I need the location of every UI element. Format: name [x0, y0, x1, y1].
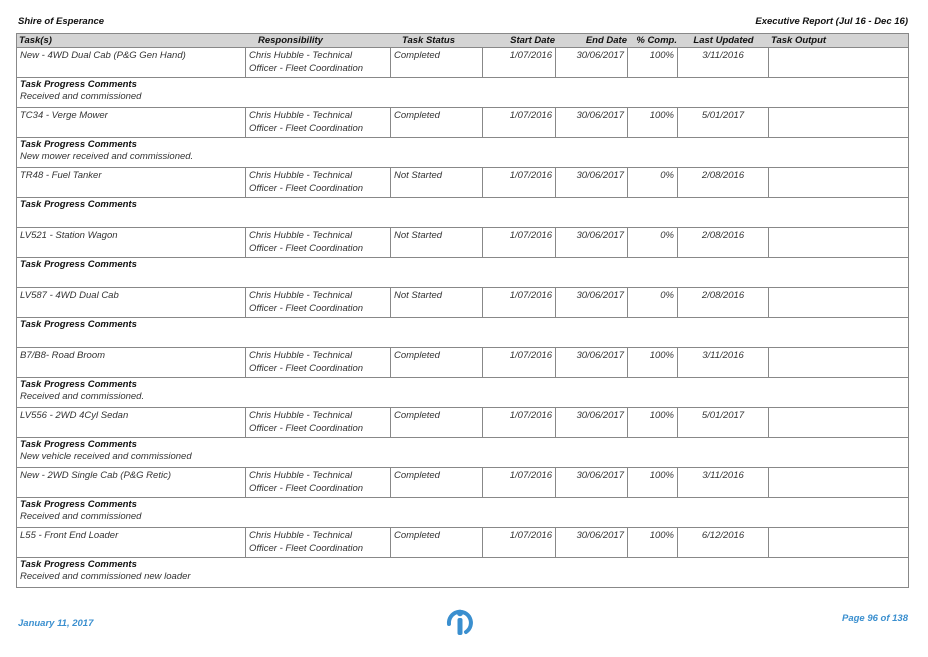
responsibility-line-1: Chris Hubble - Technical [249, 170, 353, 181]
task-responsibility [246, 108, 391, 137]
table-row [16, 288, 909, 318]
task-output [769, 348, 908, 377]
task-progress-comments [16, 498, 909, 528]
task-responsibility [246, 468, 391, 497]
comments-label: Task Progress Comments [20, 499, 137, 510]
task-start-date: 1/07/2016 [483, 168, 556, 197]
comments-label: Task Progress Comments [20, 559, 137, 570]
responsibility-line-2: Officer - Fleet Coordination [249, 303, 364, 314]
task-status: Not Started [391, 228, 483, 257]
task-status: Not Started [391, 288, 483, 317]
task-progress-comments [16, 318, 909, 348]
task-percent-complete: 0% [628, 288, 678, 317]
responsibility-line-1: Chris Hubble - Technical [249, 50, 353, 61]
table-row [16, 348, 909, 378]
task-start-date: 1/07/2016 [483, 228, 556, 257]
task-name: LV556 - 2WD 4Cyl Sedan [17, 408, 246, 437]
task-output [769, 528, 908, 557]
task-start-date: 1/07/2016 [483, 468, 556, 497]
task-responsibility [246, 348, 391, 377]
comments-label: Task Progress Comments [20, 319, 137, 330]
responsibility-line-2: Officer - Fleet Coordination [249, 423, 364, 434]
task-name: New - 2WD Single Cab (P&G Retic) [17, 468, 246, 497]
task-responsibility [246, 288, 391, 317]
table-row [16, 408, 909, 438]
task-table [16, 33, 909, 588]
comments-text: Received and commissioned new loader [20, 571, 191, 582]
task-last-updated: 2/08/2016 [678, 168, 769, 197]
responsibility-line-1: Chris Hubble - Technical [249, 110, 353, 121]
comments-label: Task Progress Comments [20, 199, 137, 210]
col-task-status: Task Status [402, 35, 455, 46]
task-status: Not Started [391, 168, 483, 197]
task-start-date: 1/07/2016 [483, 108, 556, 137]
i-logo-icon [440, 604, 478, 638]
task-name: LV587 - 4WD Dual Cab [17, 288, 246, 317]
responsibility-line-1: Chris Hubble - Technical [249, 230, 353, 241]
task-progress-comments [16, 198, 909, 228]
task-responsibility [246, 228, 391, 257]
responsibility-line-2: Officer - Fleet Coordination [249, 543, 364, 554]
task-block [16, 408, 909, 468]
task-status: Completed [391, 108, 483, 137]
task-end-date: 30/06/2017 [556, 468, 628, 497]
footer-page-number: Page 96 of 138 [841, 613, 908, 624]
task-name: L55 - Front End Loader [17, 528, 246, 557]
task-status: Completed [391, 468, 483, 497]
task-block [16, 168, 909, 228]
task-output [769, 468, 908, 497]
table-row [16, 108, 909, 138]
task-percent-complete: 100% [628, 48, 678, 77]
task-progress-comments [16, 378, 909, 408]
task-output [769, 288, 908, 317]
comments-text: Received and commissioned [20, 511, 142, 522]
responsibility-line-2: Officer - Fleet Coordination [249, 363, 364, 374]
comments-text: Received and commissioned. [20, 391, 145, 402]
comments-label: Task Progress Comments [20, 79, 137, 90]
task-progress-comments [16, 258, 909, 288]
task-end-date: 30/06/2017 [556, 288, 628, 317]
task-end-date: 30/06/2017 [556, 168, 628, 197]
task-end-date: 30/06/2017 [556, 348, 628, 377]
table-row [16, 468, 909, 498]
task-start-date: 1/07/2016 [483, 48, 556, 77]
task-block [16, 48, 909, 108]
task-status: Completed [391, 528, 483, 557]
organisation-name: Shire of Esperance [18, 16, 105, 27]
comments-label: Task Progress Comments [20, 439, 137, 450]
task-responsibility [246, 528, 391, 557]
task-block [16, 228, 909, 288]
task-percent-complete: 100% [628, 108, 678, 137]
comments-label: Task Progress Comments [20, 259, 137, 270]
task-end-date: 30/06/2017 [556, 408, 628, 437]
task-end-date: 30/06/2017 [556, 48, 628, 77]
task-percent-complete: 0% [628, 168, 678, 197]
task-last-updated: 2/08/2016 [678, 288, 769, 317]
responsibility-line-1: Chris Hubble - Technical [249, 290, 353, 301]
comments-label: Task Progress Comments [20, 139, 137, 150]
task-last-updated: 5/01/2017 [678, 108, 769, 137]
responsibility-line-1: Chris Hubble - Technical [249, 530, 353, 541]
table-row [16, 168, 909, 198]
task-end-date: 30/06/2017 [556, 228, 628, 257]
task-start-date: 1/07/2016 [483, 288, 556, 317]
task-output [769, 168, 908, 197]
responsibility-line-1: Chris Hubble - Technical [249, 350, 353, 361]
comments-text: New mower received and commissioned. [20, 151, 194, 162]
task-output [769, 408, 908, 437]
task-progress-comments [16, 558, 909, 588]
col-task-output: Task Output [771, 35, 827, 46]
comments-text: Received and commissioned [20, 91, 142, 102]
task-name: TR48 - Fuel Tanker [17, 168, 246, 197]
task-block [16, 288, 909, 348]
responsibility-line-2: Officer - Fleet Coordination [249, 63, 364, 74]
responsibility-line-2: Officer - Fleet Coordination [249, 243, 364, 254]
task-progress-comments [16, 438, 909, 468]
task-output [769, 108, 908, 137]
task-responsibility [246, 408, 391, 437]
task-percent-complete: 100% [628, 348, 678, 377]
task-progress-comments [16, 138, 909, 168]
responsibility-line-2: Officer - Fleet Coordination [249, 483, 364, 494]
table-row [16, 48, 909, 78]
task-block [16, 348, 909, 408]
task-end-date: 30/06/2017 [556, 528, 628, 557]
comments-text: New vehicle received and commissioned [20, 451, 192, 462]
col-start-date: Start Date [510, 35, 555, 46]
col-last-updated: Last Updated [693, 35, 754, 46]
task-percent-complete: 100% [628, 408, 678, 437]
task-start-date: 1/07/2016 [483, 528, 556, 557]
responsibility-line-2: Officer - Fleet Coordination [249, 183, 364, 194]
task-name: TC34 - Verge Mower [17, 108, 246, 137]
task-block [16, 528, 909, 588]
comments-label: Task Progress Comments [20, 379, 137, 390]
task-last-updated: 2/08/2016 [678, 228, 769, 257]
task-last-updated: 3/11/2016 [678, 48, 769, 77]
col-end-date: End Date [585, 35, 627, 46]
task-block [16, 108, 909, 168]
task-last-updated: 5/01/2017 [678, 408, 769, 437]
task-name: New - 4WD Dual Cab (P&G Gen Hand) [17, 48, 246, 77]
task-start-date: 1/07/2016 [483, 408, 556, 437]
task-status: Completed [391, 408, 483, 437]
task-name: B7/B8- Road Broom [17, 348, 246, 377]
responsibility-line-2: Officer - Fleet Coordination [249, 123, 364, 134]
task-percent-complete: 100% [628, 468, 678, 497]
task-end-date: 30/06/2017 [556, 108, 628, 137]
task-responsibility [246, 168, 391, 197]
task-last-updated: 3/11/2016 [678, 468, 769, 497]
report-title: Executive Report (Jul 16 - Dec 16) [755, 16, 908, 27]
task-block [16, 468, 909, 528]
col-percent-complete: % Comp. [636, 35, 677, 46]
task-last-updated: 3/11/2016 [678, 348, 769, 377]
table-row [16, 528, 909, 558]
task-last-updated: 6/12/2016 [678, 528, 769, 557]
task-start-date: 1/07/2016 [483, 348, 556, 377]
task-status: Completed [391, 348, 483, 377]
task-status: Completed [391, 48, 483, 77]
table-row [16, 228, 909, 258]
task-output [769, 228, 908, 257]
task-name: LV521 - Station Wagon [17, 228, 246, 257]
col-tasks: Task(s) [19, 35, 52, 46]
task-responsibility [246, 48, 391, 77]
table-header [16, 33, 909, 48]
task-percent-complete: 0% [628, 228, 678, 257]
task-progress-comments [16, 78, 909, 108]
task-output [769, 48, 908, 77]
footer-date: January 11, 2017 [18, 618, 94, 629]
responsibility-line-1: Chris Hubble - Technical [249, 410, 353, 421]
responsibility-line-1: Chris Hubble - Technical [249, 470, 353, 481]
col-responsibility: Responsibility [258, 35, 323, 46]
task-percent-complete: 100% [628, 528, 678, 557]
